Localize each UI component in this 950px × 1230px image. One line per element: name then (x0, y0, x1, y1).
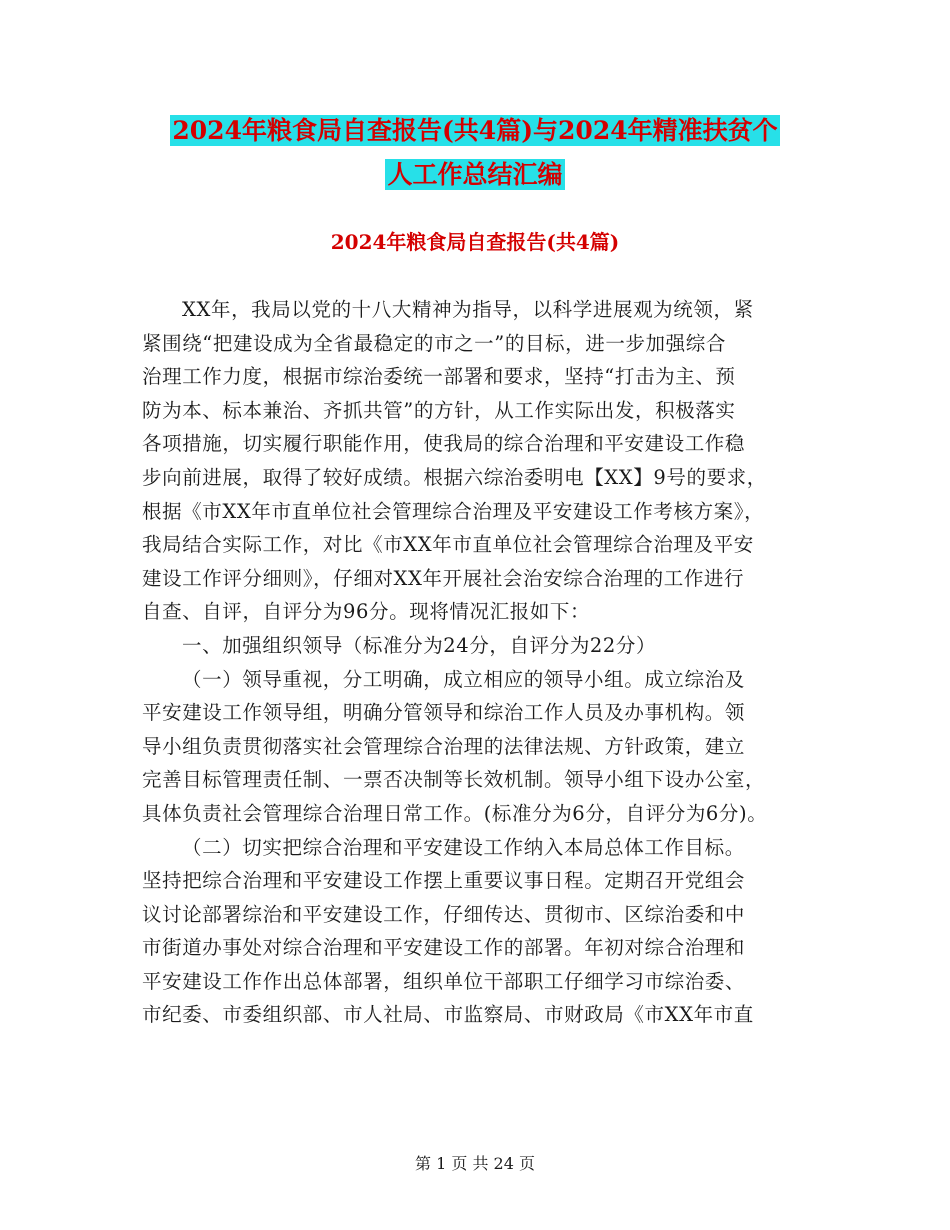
body-line: 平安建设工作领导组，明确分管领导和综治工作人员及办事机构。领 (142, 701, 746, 725)
heading-line: 一、加强组织领导（标准分为24分，自评分为22分） (182, 633, 657, 657)
body-line: 步向前进展，取得了较好成绩。根据六综治委明电【XX】9号的要求， (142, 465, 767, 489)
document-title-line-1 (0, 111, 950, 151)
body-line: （一）领导重视，分工明确，成立相应的领导小组。成立综治及 (182, 667, 745, 691)
body-line: 自查、自评，自评分为96分。现将情况汇报如下： (142, 600, 591, 624)
body-line: 市街道办事处对综合治理和平安建设工作的部署。年初对综合治理和 (142, 936, 746, 960)
body-line: （二）切实把综合治理和平安建设工作纳入本局总体工作目标。 (182, 835, 745, 859)
body-line: 坚持把综合治理和平安建设工作摆上重要议事日程。定期召开党组会 (142, 869, 746, 893)
body-line: 根据《市XX年市直单位社会管理综合治理及平安建设工作考核方案》， (142, 499, 765, 523)
body-line: 议讨论部署综治和平安建设工作，仔细传达、贯彻市、区综治委和中 (142, 902, 746, 926)
document-title-line-2-text: 人工作总结汇编 (387, 160, 563, 189)
body-line: 紧围绕“把建设成为全省最稳定的市之一”的目标，进一步加强综合 (142, 331, 726, 355)
document-title-line-2 (0, 155, 950, 195)
body-line: 具体负责社会管理综合治理日常工作。(标准分为6分，自评分为6分)。 (142, 801, 768, 825)
document-body (142, 293, 822, 1032)
body-line: 完善目标管理责任制、一票否决制等长效机制。领导小组下设办公室， (142, 768, 766, 792)
body-line: 平安建设工作作出总体部署，组织单位干部职工仔细学习市综治委、 (142, 969, 746, 993)
body-line: 我局结合实际工作，对比《市XX年市直单位社会管理综合治理及平安 (142, 533, 754, 557)
body-line: 市纪委、市委组织部、市人社局、市监察局、市财政局《市XX年市直 (142, 1003, 754, 1027)
body-line: 建设工作评分细则》，仔细对XX年开展社会治安综合治理的工作进行 (142, 566, 745, 590)
section-title: 2024年粮食局自查报告(共4篇) (330, 230, 620, 254)
page-footer: 第 1 页 共 24 页 (415, 1154, 535, 1173)
body-line: 导小组负责贯彻落实社会管理综合治理的法律法规、方针政策，建立 (142, 734, 746, 758)
body-line: 治理工作力度，根据市综治委统一部署和要求，坚持“打击为主、预 (142, 365, 736, 389)
body-line: 防为本、标本兼治、齐抓共管”的方针，从工作实际出发，积极落实 (142, 398, 736, 422)
document-title-line-1-text: 2024年粮食局自查报告(共4篇)与2024年精准扶贫个 (172, 116, 778, 145)
body-line: XX年，我局以党的十八大精神为指导，以科学进展观为统领，紧 (182, 298, 754, 321)
body-line: 各项措施，切实履行职能作用，使我局的综合治理和平安建设工作稳 (142, 432, 746, 456)
